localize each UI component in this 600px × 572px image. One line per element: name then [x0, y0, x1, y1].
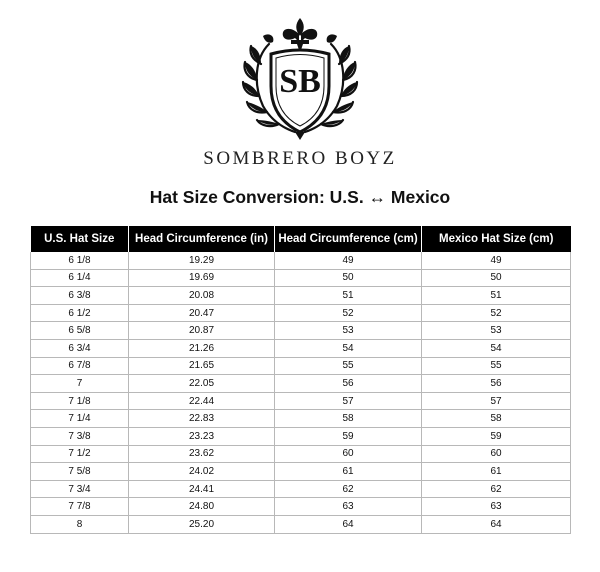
us-size-cell: 7 1/8: [31, 392, 129, 410]
circumference-in-cell: 24.41: [129, 480, 275, 498]
circumference-in-cell: 20.87: [129, 322, 275, 340]
us-size-cell: 6 1/8: [31, 252, 129, 269]
circumference-cm-cell: 53: [275, 322, 422, 340]
conversion-table: [30, 226, 571, 534]
circumference-cm-cell: 61: [275, 463, 422, 481]
table-body: [31, 252, 571, 533]
mexico-size-cell: 51: [422, 287, 571, 305]
mexico-size-cell: 56: [422, 375, 571, 393]
mexico-size-cell: 59: [422, 427, 571, 445]
us-size-cell: 6 7/8: [31, 357, 129, 375]
us-size-cell: 7 3/4: [31, 480, 129, 498]
mexico-size-cell: 64: [422, 515, 571, 533]
mexico-size-cell: 55: [422, 357, 571, 375]
table-row: [31, 498, 571, 516]
logo-monogram: SB: [279, 63, 321, 100]
table-row: [31, 445, 571, 463]
us-size-cell: 7 5/8: [31, 463, 129, 481]
us-size-cell: 7 7/8: [31, 498, 129, 516]
us-size-cell: 8: [31, 515, 129, 533]
circumference-in-cell: 24.02: [129, 463, 275, 481]
mexico-size-cell: 49: [422, 252, 571, 269]
circumference-cm-cell: 49: [275, 252, 422, 269]
circumference-cm-cell: 55: [275, 357, 422, 375]
column-header-circumference-cm: Head Circumference (cm): [275, 226, 422, 252]
table-row: [31, 322, 571, 340]
table-row: [31, 463, 571, 481]
us-size-cell: 6 3/4: [31, 339, 129, 357]
table-row: [31, 480, 571, 498]
circumference-in-cell: 25.20: [129, 515, 275, 533]
us-size-cell: 7: [31, 375, 129, 393]
table-row: [31, 269, 571, 287]
mexico-size-cell: 53: [422, 322, 571, 340]
circumference-in-cell: 22.83: [129, 410, 275, 428]
mexico-size-cell: 50: [422, 269, 571, 287]
circumference-cm-cell: 60: [275, 445, 422, 463]
table-row: [31, 515, 571, 533]
circumference-in-cell: 24.80: [129, 498, 275, 516]
circumference-in-cell: 22.05: [129, 375, 275, 393]
circumference-cm-cell: 50: [275, 269, 422, 287]
circumference-cm-cell: 63: [275, 498, 422, 516]
table-row: [31, 339, 571, 357]
mexico-size-cell: 57: [422, 392, 571, 410]
circumference-in-cell: 19.29: [129, 252, 275, 269]
mexico-size-cell: 54: [422, 339, 571, 357]
mexico-size-cell: 63: [422, 498, 571, 516]
mexico-size-cell: 58: [422, 410, 571, 428]
circumference-in-cell: 19.69: [129, 269, 275, 287]
circumference-in-cell: 20.08: [129, 287, 275, 305]
circumference-cm-cell: 64: [275, 515, 422, 533]
circumference-cm-cell: 56: [275, 375, 422, 393]
brand-name: SOMBRERO BOYZ: [203, 148, 397, 169]
column-header-us-size: U.S. Hat Size: [31, 226, 129, 252]
us-size-cell: 7 1/2: [31, 445, 129, 463]
us-size-cell: 6 5/8: [31, 322, 129, 340]
circumference-in-cell: 23.23: [129, 427, 275, 445]
circumference-cm-cell: 52: [275, 304, 422, 322]
circumference-cm-cell: 57: [275, 392, 422, 410]
mexico-size-cell: 52: [422, 304, 571, 322]
us-size-cell: 6 1/2: [31, 304, 129, 322]
us-size-cell: 6 3/8: [31, 287, 129, 305]
circumference-cm-cell: 54: [275, 339, 422, 357]
circumference-in-cell: 20.47: [129, 304, 275, 322]
table-row: [31, 357, 571, 375]
us-size-cell: 6 1/4: [31, 269, 129, 287]
table-row: [31, 410, 571, 428]
circumference-cm-cell: 58: [275, 410, 422, 428]
mexico-size-cell: 62: [422, 480, 571, 498]
circumference-cm-cell: 59: [275, 427, 422, 445]
page-title: Hat Size Conversion: U.S. ↔ Mexico: [149, 187, 451, 207]
table-row: [31, 287, 571, 305]
mexico-size-cell: 60: [422, 445, 571, 463]
us-size-cell: 7 3/8: [31, 427, 129, 445]
table-row: [31, 392, 571, 410]
circumference-cm-cell: 51: [275, 287, 422, 305]
mexico-size-cell: 61: [422, 463, 571, 481]
table-row: [31, 427, 571, 445]
table-row: [31, 375, 571, 393]
us-size-cell: 7 1/4: [31, 410, 129, 428]
table-row: [31, 252, 571, 269]
circumference-in-cell: 22.44: [129, 392, 275, 410]
circumference-in-cell: 23.62: [129, 445, 275, 463]
circumference-in-cell: 21.26: [129, 339, 275, 357]
circumference-in-cell: 21.65: [129, 357, 275, 375]
column-header-circumference-in: Head Circumference (in): [129, 226, 275, 252]
table-row: [31, 304, 571, 322]
circumference-cm-cell: 62: [275, 480, 422, 498]
column-header-mexico-size: Mexico Hat Size (cm): [422, 226, 571, 252]
table-header-row: [31, 226, 571, 252]
